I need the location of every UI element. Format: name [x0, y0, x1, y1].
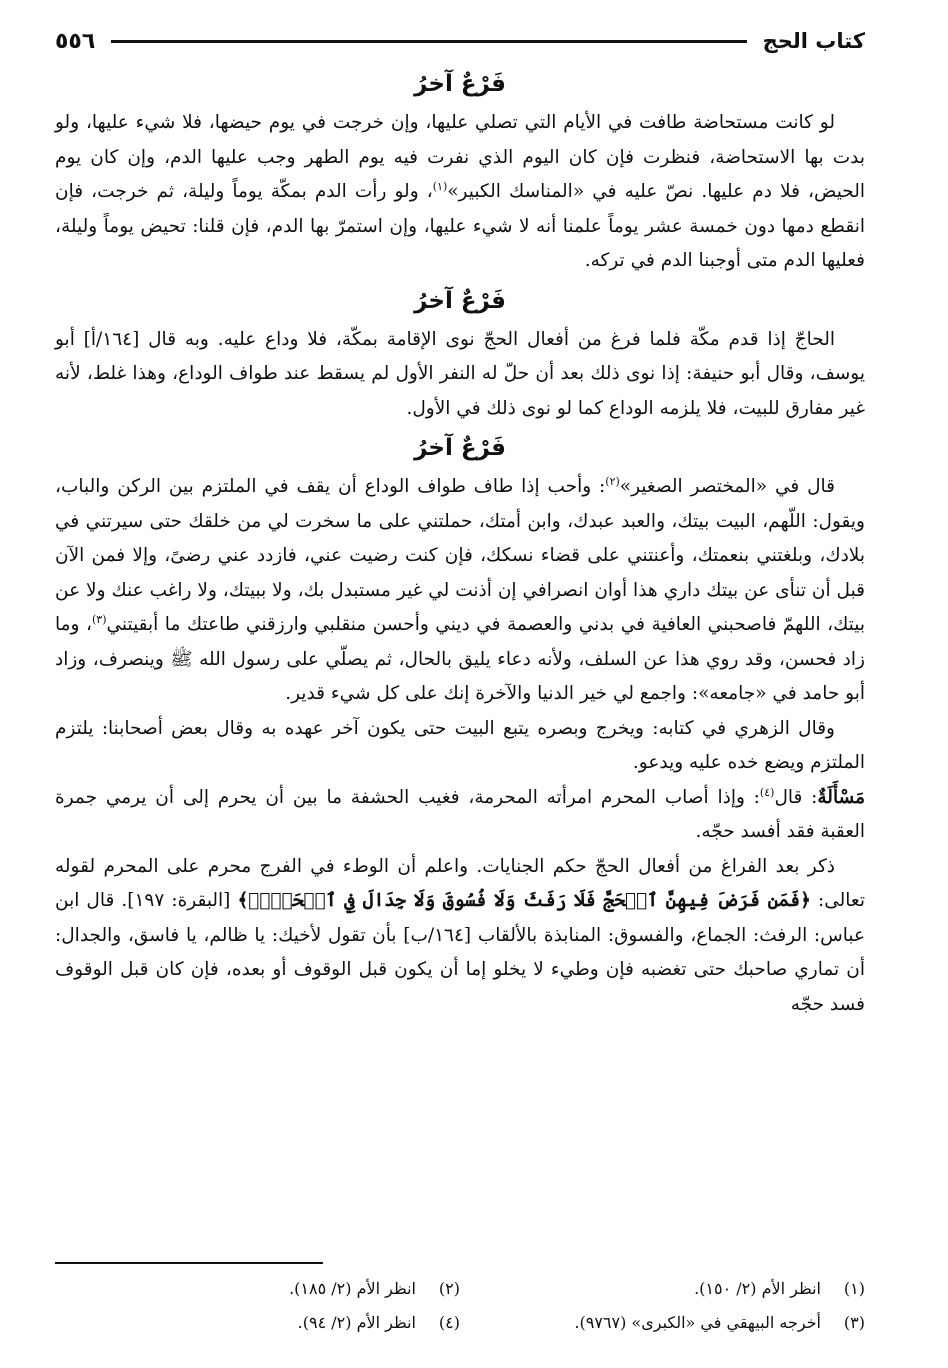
footnote-reference: (١) — [432, 179, 448, 193]
paragraph-text: : وإذا أصاب المحرم امرأته المحرمة، فغيب الحشفة ما بين أن يحرم إلى أن يرمي جمرة العقبة فقد أفسد حجّه. — [55, 786, 865, 842]
running-head — [55, 20, 865, 62]
footnote-number: (٢) — [438, 1279, 460, 1298]
footnote-text: انظر الأم (٢/ ١٨٥). — [289, 1279, 416, 1298]
footnote-item — [460, 1306, 865, 1340]
paragraph — [55, 323, 865, 427]
emphasized-text: مَسْأَلَةٌ — [817, 786, 865, 808]
paragraph — [55, 106, 865, 279]
paragraph — [55, 781, 865, 850]
footnotes — [55, 1272, 865, 1340]
footnote-reference: (٢) — [605, 474, 620, 488]
paragraph-text: : وأحب إذا طاف طواف الوداع أن يقف في الملتزم بين الركن والباب، ويقول: اللّهم، البيت بيتك، والعبد عبدك، وابن أمتك، حملتني على ما سخرت لي من خلقك حتى سيرتني في بلادك، وبلغتني بنعمتك، وأعنتني على قضاء نسكك، فإن كنت رضيت عني، فازدد عني رضىً، وإلا فمن الآن قبل أن تنأى عن بيتك داري هذا أوان انصرافي إن أذنت لي غير مستبدل بك، ولا ببيتك، ولا راغب عنك ولا عن بيتك، اللهمّ فاصحبني العافية في بدني والعصمة في ديني وأحسن منقلبي وارزقني طاعتك ما أبقيتني — [55, 476, 865, 635]
footnote-number: (٣) — [843, 1313, 865, 1332]
footnote-reference: (٣) — [91, 612, 107, 626]
paragraph-text: لو كانت مستحاضة طافت في الأيام التي تصلي عليها، وإن خرجت في يوم حيضها، فلا شيء عليها، ولو بدت بها الاستحاضة، فنظرت فإن كان اليوم الذي نفرت فيه يوم الطهر وجب عليها الدم، وإن كان يوم الحيض، فلا دم عليها. نصّ عليه في «المناسك الكبير» — [55, 112, 865, 202]
body-text — [55, 62, 865, 1022]
footnote-text: أخرجه البيهقي في «الكبرى» (٩٧٦٧). — [574, 1313, 821, 1332]
paragraph-text: ذكر بعد الفراغ من أفعال الحجّ حكم الجنايات. واعلم أن الوطء في الفرج محرم على المحرم لقوله تعالى: — [55, 855, 865, 911]
paragraph-text: ، وما زاد فحسن، وقد روي هذا عن السلف، ولأنه دعاء يليق بالحال، ثم يصلّي على رسول الله ﷺ وينصرف، وزاد أبو حامد في «جامعه»: واجمع لي خير الدنيا والآخرة إنك على كل شيء قدير. — [55, 614, 865, 704]
paragraph-text: وقال الزهري في كتابه: ويخرج وبصره يتبع البيت حتى يكون آخر عهده به وقال بعض أصحابنا: يلتزم الملتزم ويضع خده عليه ويدعو. — [55, 717, 865, 773]
footnote-text: انظر الأم (٢/ ١٥٠). — [694, 1279, 821, 1298]
footnote-reference: (٤) — [759, 785, 775, 799]
section-heading: فَرْعٌ آخرُ — [414, 435, 506, 461]
footnote-number: (٤) — [438, 1313, 460, 1332]
paragraph-text: ، ولو رأت الدم بمكّة يوماً وليلة، ثم خرجت، فإن انقطع دمها دون خمسة عشر يوماً علمنا أنه لا شيء عليها، وإن استمرّ بها الدم، فإن قلنا: تحيض يوماً وليلة، فعليها الدم متى أوجبنا الدم في تركه. — [55, 181, 865, 271]
book-title: كتاب الحج — [762, 29, 865, 53]
emphasized-text: ﴿فَمَن فَرَضَ فِيهِنَّ ٱلۡحَجَّ فَلَا رَفَثَ وَلَا فُسُوقَ وَلَا جِدَالَ فِي ٱلۡحَجِّۗ﴾ — [237, 890, 811, 911]
section-heading: فَرْعٌ آخرُ — [414, 287, 506, 314]
book-page — [55, 20, 865, 1332]
paragraph-text: [البقرة: ١٩٧]. قال ابن عباس: الرفث: الجماع، والفسوق: المنابذة بالألقاب [١٦٤/ب] بأن تقول لأخيك: يا ظالم، يا فاسق، والجدال: أن تماري صاحبك حتى تغضبه فإن وطيء لا يخلو إما أن يكون قبل الوقوف أو بعده، فإن كان قبل الوقوف فسد حجّه — [55, 890, 865, 1015]
section-heading: فَرْعٌ آخرُ — [414, 71, 506, 97]
footnote-text: انظر الأم (٢/ ٩٤). — [297, 1313, 416, 1332]
footnote-item — [55, 1306, 460, 1340]
footnote-number: (١) — [843, 1279, 865, 1298]
paragraph — [55, 470, 865, 712]
paragraph-text: الحاجّ إذا قدم مكّة فلما فرغ من أفعال الحجّ نوى الإقامة بمكّة، فلا وداع عليه. وبه قال [١٦٤/أ] أبو يوسف، وقال أبو حنيفة: إذا نوى ذلك بعد أن حلّ له النفر الأول لم يسقط عند طواف الوداع، وهذا غلط، لأنه غير مفارق للبيت، فلا يلزمه الوداع كما لو نوى ذلك في الأول. — [55, 328, 865, 419]
paragraph-text: قال في «المختصر الصغير» — [619, 476, 835, 497]
footnote-item — [55, 1272, 460, 1306]
paragraph — [55, 850, 865, 1023]
page-number: ٥٥٦ — [55, 28, 96, 54]
header-rule — [111, 40, 746, 43]
footnote-item — [460, 1272, 865, 1306]
paragraph-text: : قال — [774, 786, 818, 808]
footnote-rule — [55, 1262, 323, 1264]
paragraph — [55, 712, 865, 781]
